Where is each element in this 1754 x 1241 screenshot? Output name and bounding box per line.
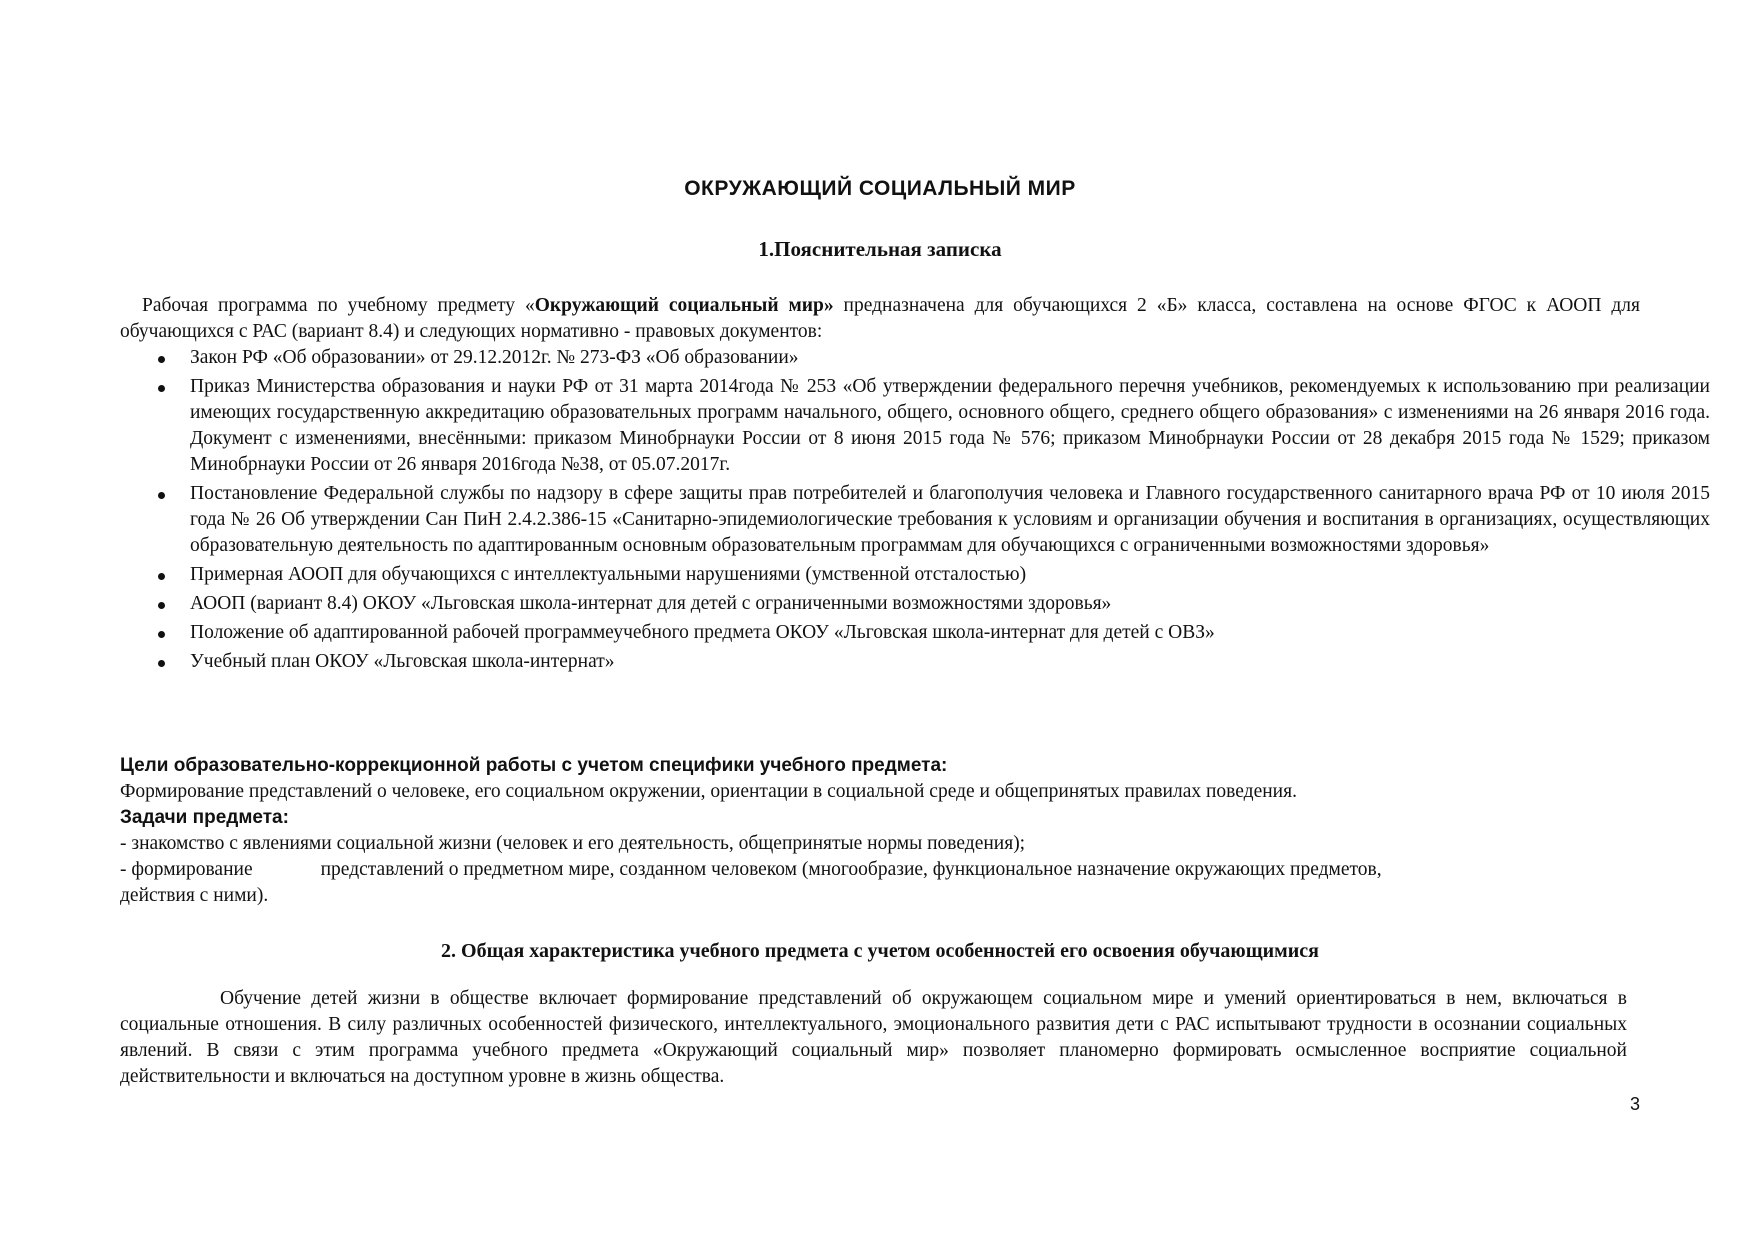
- tasks-heading: Задачи предмета:: [120, 807, 289, 828]
- list-item: Постановление Федеральной службы по надзору в сфере защиты прав потребителей и благополучия человека и Главного государственного санитарного врача РФ от 10 июля 2015 года № 26 Об утверждении Сан ПиН 2.4.2.386-15 «Санитарно-эпидемиологические требования к условиям и организации обучения и воспитания в организациях, осуществляющих образовательную деятельность по адаптированным основным образовательным программам для обучающихся с ограниченными возможностями здоровья»: [190, 481, 1710, 559]
- task-item-2: [120, 857, 1640, 883]
- list-item: Приказ Министерства образования и науки РФ от 31 марта 2014года № 253 «Об утверждении федерального перечня учебников, рекомендуемых к использованию при реализации имеющих государственную аккредитацию образовательных программ начального, общего, основного общего, среднего общего образования» с изменениями на 26 января 2016 года. Документ с изменениями, внесёнными: приказом Минобрнауки России от 8 июня 2015 года № 576; приказом Минобрнауки России от 28 декабря 2015 года № 1529; приказом Минобрнауки России от 26 января 2016года №38, от 05.07.2017г.: [190, 374, 1710, 478]
- intro-text-start: Рабочая программа по учебному предмету «: [142, 295, 535, 316]
- list-item: АООП (вариант 8.4) ОКОУ «Льговская школа-интернат для детей с ограниченными возможностями здоровья»: [190, 591, 1710, 617]
- list-item: Учебный план ОКОУ «Льговская школа-интернат»: [190, 649, 1710, 675]
- task-item-2-end: действия с ними).: [120, 885, 269, 906]
- intro-text-end: предназначена для обучающихся 2 «Б» класса, составлена на основе ФГОС к АООП для обучающихся с РАС (вариант 8.4) и следующих нормативно - правовых документов:: [120, 295, 1640, 342]
- document-title: ОКРУЖАЮЩИЙ СОЦИАЛЬНЫЙ МИР: [684, 177, 1076, 200]
- task-item-2-rest: представлений о предметном мире, созданном человеком (многообразие, функциональное назначение окружающих предметов,: [320, 859, 1382, 880]
- task-item-1: - знакомство с явлениями социальной жизни (человек и его деятельность, общепринятые нормы поведения);: [120, 833, 1026, 854]
- section-1-heading: 1.Пояснительная записка: [758, 237, 1002, 261]
- list-item: Закон РФ «Об образовании» от 29.12.2012г. № 273-ФЗ «Об образовании»: [190, 345, 1710, 371]
- list-item: Примерная АООП для обучающихся с интеллектуальными нарушениями (умственной отсталостью): [190, 562, 1710, 588]
- intro-paragraph: [120, 293, 1640, 345]
- document-page: [120, 0, 1710, 1241]
- subject-name: Окружающий социальный мир»: [534, 295, 834, 316]
- section-2-heading: 2. Общая характеристика учебного предмета с учетом особенностей его освоения обучающимися: [441, 940, 1319, 962]
- task-item-2-start: - формирование: [120, 859, 253, 880]
- list-item: Положение об адаптированной рабочей программеучебного предмета ОКОУ «Льговская школа-интернат для детей с ОВЗ»: [190, 620, 1710, 646]
- goals-text: Формирование представлений о человеке, его социальном окружении, ориентации в социальной среде и общепринятых правилах поведения.: [120, 781, 1297, 802]
- page-number: 3: [1629, 1094, 1640, 1114]
- goals-heading: Цели образовательно-коррекционной работы с учетом специфики учебного предмета:: [120, 755, 948, 776]
- section-2-paragraph: Обучение детей жизни в обществе включает формирование представлений об окружающем социальном мире и умений ориентироваться в нем, включаться в социальные отношения. В силу различных особенностей физического, интеллектуального, эмоционального развития дети с РАС испытывают трудности в осознании социальных явлений. В связи с этим программа учебного предмета «Окружающий социальный мир» позволяет планомерно формировать осмысленное восприятие социальной действительности и включаться на доступном уровне в жизнь общества.: [120, 988, 1627, 1087]
- goals-and-tasks-block: [120, 753, 1640, 909]
- regulatory-documents-list: [120, 345, 1710, 678]
